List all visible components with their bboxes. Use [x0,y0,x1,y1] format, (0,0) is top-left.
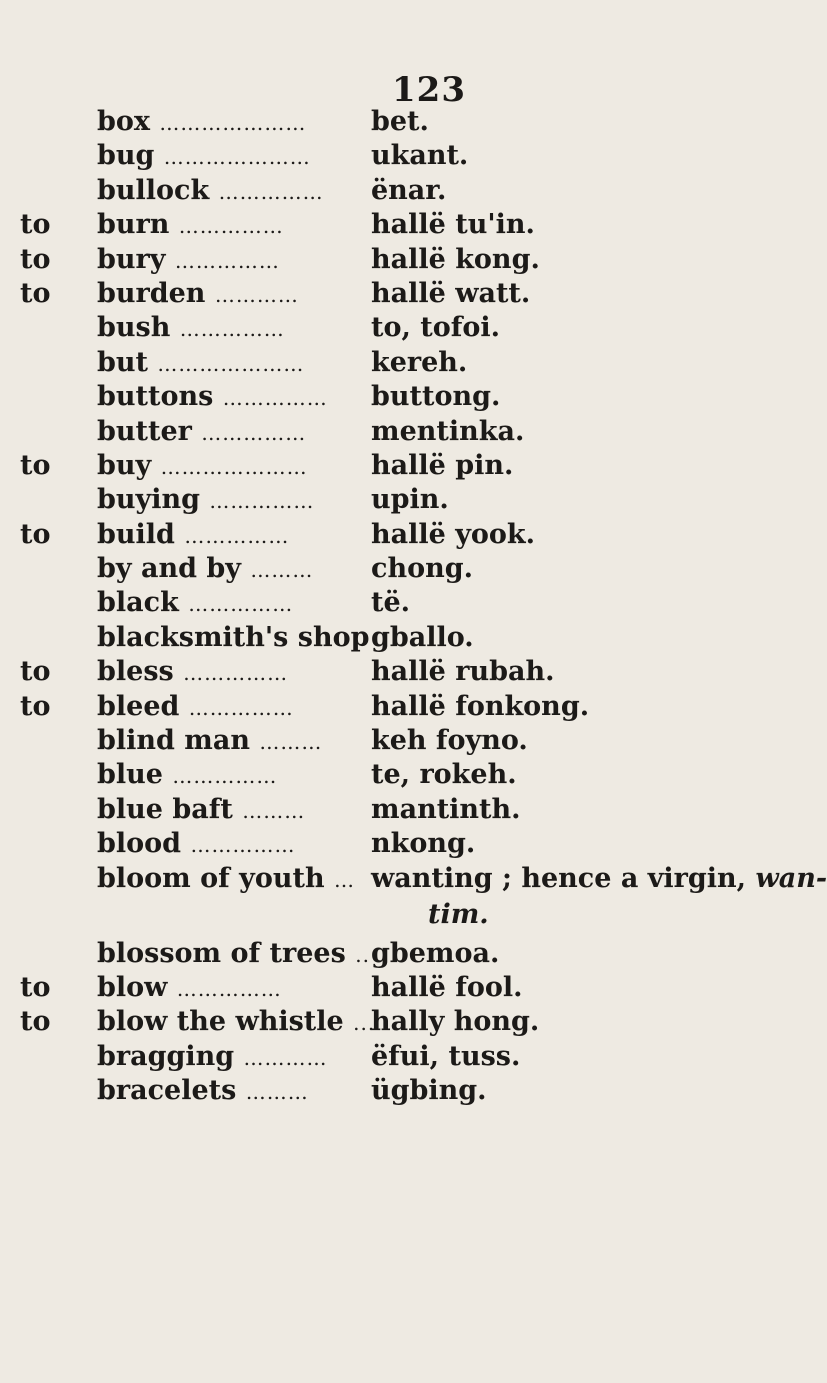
entry-english-word: blossom of trees [97,937,346,969]
entry-translation-text: kereh. [371,346,468,378]
entry-english-word: bullock [97,174,210,206]
entry-translation-text: buttong. [371,381,501,413]
entry-translation [371,243,540,277]
entry-leader-dots: …………… [218,179,324,204]
entry-prefix: to [20,243,51,275]
entry-english [97,621,370,655]
entry-english [97,793,305,828]
entry-english [97,518,289,553]
dictionary-entry [0,937,801,971]
entry-continuation: tim. [428,898,489,930]
entry-translation-text: hallë tu'in. [371,209,535,241]
dictionary-entry [0,793,801,827]
entry-translation-text: ëfui, tuss. [371,1040,521,1072]
entry-translation-text: të. [371,587,411,619]
entry-translation-text: te, rokeh. [371,759,517,791]
entry-english-word: build [97,518,175,550]
entry-leader-dots: …………… [190,833,296,858]
entry-leader-dots: …………… [184,523,290,548]
entry-list [0,105,827,1109]
dictionary-entry [0,1040,801,1074]
entry-english-word: bug [97,140,155,172]
entry-english [97,827,295,862]
entry-leader-dots: …………… [172,764,278,789]
dictionary-entry [0,346,801,380]
entry-translation-text: hallë yook. [371,518,536,550]
entry-leader-dots: …………… [188,592,294,617]
dictionary-entry [0,449,801,483]
page-number: 123 [392,70,466,110]
entry-english-word: blow [97,971,168,1003]
entry-prefix: to [20,690,51,722]
entry-english [97,380,328,415]
entry-leader-dots: … [333,867,355,892]
entry-translation-text: ügbing. [371,1075,487,1107]
entry-english [97,311,285,346]
dictionary-entry [0,1005,801,1039]
entry-english [97,1040,328,1075]
entry-english-word: buttons [97,381,214,413]
entry-english-word: buy [97,449,152,481]
entry-translation-text: to, tofoi. [371,312,501,344]
entry-english [97,243,280,278]
entry-english-word: bless [97,656,174,688]
entry-translation-text: ukant. [371,140,469,172]
entry-translation-text: hallë kong. [371,243,540,275]
entry-english-word: bragging [97,1040,235,1072]
entry-translation-text: gballo. [371,621,474,653]
entry-english [97,971,282,1006]
entry-translation-text: hallë rubah. [371,656,555,688]
entry-english [97,552,313,587]
entry-translation-text: hally hong. [371,1006,540,1038]
entry-leader-dots: …………… [201,420,307,445]
entry-leader-dots: …………… [174,248,280,273]
entry-leader-dots: …………… [188,695,294,720]
dictionary-entry [0,483,801,517]
entry-leader-dots: …………… [209,489,315,514]
entry-translation-text: ënar. [371,174,447,206]
entry-leader-dots: .. [355,942,370,967]
entry-english [97,1005,375,1040]
entry-english-word: bush [97,312,171,344]
entry-english-word: bloom of youth [97,862,325,894]
entry-leader-dots: ……… [259,730,323,755]
entry-leader-dots: ……… [245,1080,309,1105]
entry-leader-dots: ………………… [159,111,307,135]
entry-translation [371,552,473,586]
entry-english-word: blind man [97,725,250,757]
entry-translation [371,724,528,758]
dictionary-entry [0,552,801,586]
dictionary-entry [0,174,801,208]
entry-english [97,449,308,484]
entry-english-word: bleed [97,690,180,722]
entry-english-word: blue baft [97,793,233,825]
entry-translation-text: nkong. [371,828,476,860]
entry-translation [371,1074,487,1108]
dictionary-entry [0,971,801,1005]
entry-english [97,655,288,690]
entry-english-word: burn [97,209,170,241]
entry-translation [371,793,521,827]
entry-english [97,586,293,621]
entry-prefix: to [20,1006,51,1038]
entry-english-word: but [97,346,148,378]
dictionary-entry [0,586,801,620]
entry-prefix: to [20,518,51,550]
entry-prefix: to [20,449,51,481]
entry-translation [371,758,517,792]
entry-translation [371,139,468,173]
dictionary-entry [0,311,801,345]
entry-translation [371,1040,520,1074]
entry-leader-dots: …………… [178,214,284,239]
entry-english-word: box [97,106,150,137]
entry-translation [371,105,429,139]
entry-leader-dots: ... [353,1011,376,1036]
entry-leader-dots: ………………… [157,351,305,376]
entry-prefix: to [20,209,51,241]
entry-english-word: bracelets [97,1075,237,1107]
entry-translation-text: mentinka. [371,415,525,447]
entry-english [97,862,355,897]
entry-english-word: butter [97,415,192,447]
entry-translation [371,518,535,552]
entry-leader-dots: …………… [222,386,328,411]
entry-english-word: blue [97,759,163,791]
dictionary-entry [0,139,801,173]
entry-prefix: to [20,656,51,688]
entry-translation-text: keh foyno. [371,725,528,757]
entry-translation-text: hallë fool. [371,971,523,1003]
entry-english-word: buying [97,484,200,516]
dictionary-entry [0,758,801,792]
dictionary-entry [0,105,801,139]
entry-translation [371,937,499,971]
entry-translation [371,621,474,655]
entry-leader-dots: …………… [179,317,285,342]
dictionary-entry [0,655,801,689]
entry-english [97,208,284,243]
entry-translation [371,827,475,861]
entry-translation [371,415,524,449]
dictionary-entry [0,277,801,311]
entry-translation [371,1005,539,1039]
entry-translation [371,655,554,689]
entry-translation [371,346,467,380]
dictionary-entry [0,243,801,277]
dictionary-entry [0,518,801,552]
entry-english-word: by and by [97,553,241,585]
dictionary-entry [0,415,801,449]
entry-english [97,937,370,972]
entry-translation [371,174,446,208]
entry-translation-text: chong. [371,553,473,585]
entry-translation [371,208,535,242]
entry-translation [371,483,449,517]
entry-translation [371,862,827,896]
entry-english-word: burden [97,277,206,309]
entry-prefix: to [20,971,51,1003]
entry-translation [371,311,500,345]
entry-translation-text: gbemoa. [371,937,500,969]
entry-english-word: blow the whistle [97,1006,344,1038]
entry-translation [371,586,410,620]
entry-translation-text: upin. [371,484,449,516]
entry-leader-dots: ………………… [163,145,311,170]
entry-leader-dots: ………… [214,282,299,307]
dictionary-entry [0,690,801,724]
entry-leader-dots: ……… [250,558,314,583]
entry-translation-text: mantinth. [371,793,521,825]
dictionary-entry [0,827,801,861]
entry-translation [371,971,523,1005]
entry-english [97,277,299,312]
entry-english [97,174,324,209]
entry-english-word: blacksmith's shop [97,621,370,653]
dictionary-entry [0,862,827,937]
entry-english [97,724,322,759]
entry-translation [371,277,530,311]
entry-leader-dots: …………… [183,661,289,686]
entry-english [97,483,314,518]
entry-translation [371,380,500,414]
dictionary-entry [0,1074,801,1108]
entry-translation-text: bet. [371,106,429,137]
entry-english [97,139,311,174]
entry-english [97,415,306,450]
entry-english [97,105,306,140]
entry-translation-text: hallë pin. [371,449,514,481]
entry-translation-text: hallë watt. [371,277,531,309]
entry-translation-text: wanting ; hence a virgin, [371,862,747,894]
entry-translation [371,449,513,483]
entry-english-word: black [97,587,179,619]
entry-leader-dots: …………… [176,976,282,1001]
entry-translation [371,690,589,724]
entry-english [97,758,277,793]
entry-english [97,1074,309,1109]
entry-translation-italic: wan- [755,862,827,894]
entry-english-word: blood [97,828,182,860]
entry-leader-dots: ………… [243,1045,328,1070]
entry-english [97,690,294,725]
dictionary-entry [0,208,801,242]
entry-translation-text: hallë fonkong. [371,690,590,722]
entry-english [97,346,304,381]
entry-leader-dots: ………………… [160,454,308,479]
dictionary-entry [0,724,801,758]
entry-english-word: bury [97,243,166,275]
entry-leader-dots: ……… [242,798,306,823]
dictionary-entry [0,380,801,414]
dictionary-entry [0,621,801,655]
entry-prefix: to [20,277,51,309]
